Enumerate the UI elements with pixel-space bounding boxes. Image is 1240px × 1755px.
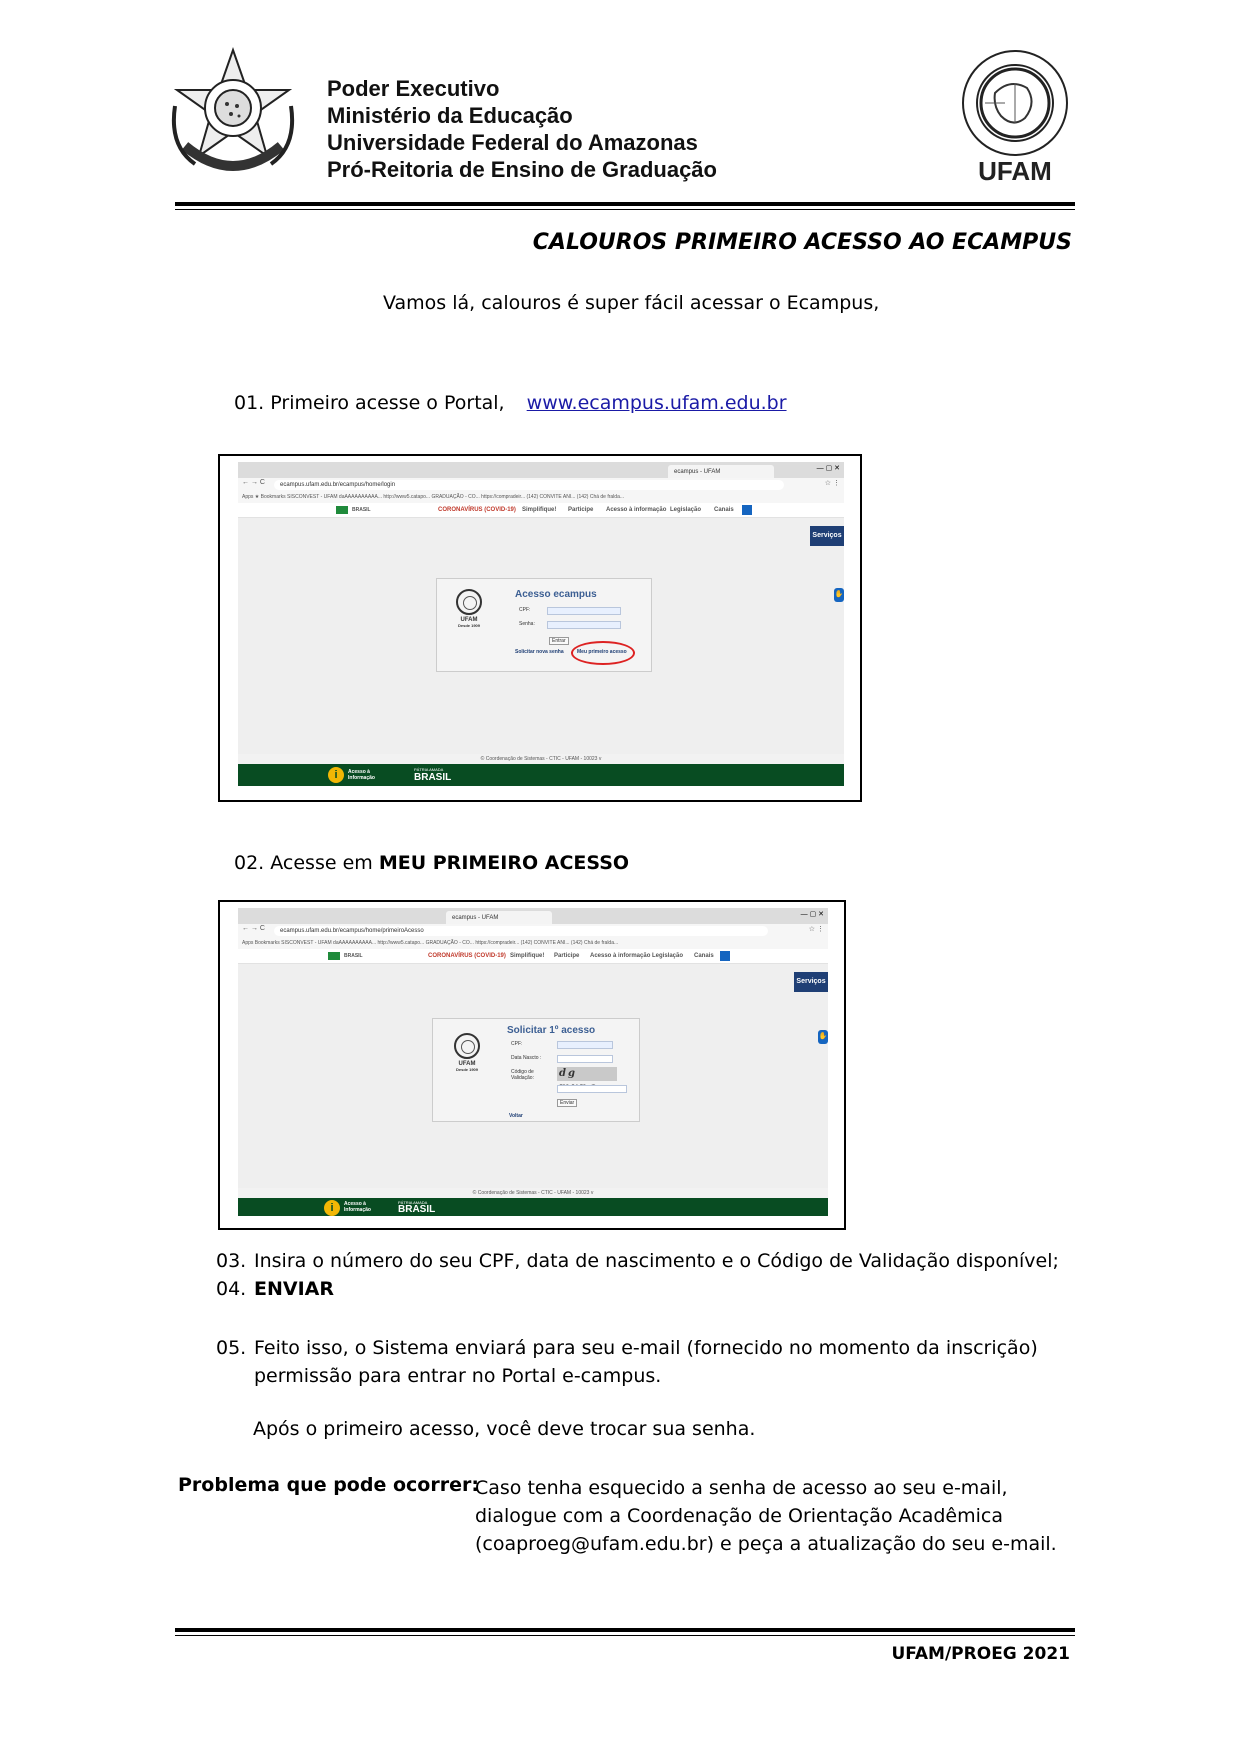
senha-label: Senha: bbox=[519, 621, 535, 627]
step-4-text: ENVIAR bbox=[254, 1278, 334, 1300]
header-institution-block bbox=[327, 75, 717, 183]
step-1 bbox=[234, 392, 787, 414]
bookmarks-bar[interactable]: Apps ★ Bookmarks SISCONVEST - UFAM daAAAAAAAAAA... http://www5.catapo... GRADUAÇÃO - CO... https://compradeir... (142) CONVITE ANI... (142) Chá de fralda... bbox=[238, 492, 844, 503]
brasil-text: BRASIL bbox=[414, 772, 452, 783]
url-field-2[interactable]: ecampus.ufam.edu.br/ecampus/home/primeiroAcesso bbox=[274, 926, 768, 936]
info-icon-2[interactable]: i bbox=[324, 1200, 340, 1216]
brazil-coat-of-arms bbox=[165, 46, 301, 186]
gov-acesso[interactable]: Acesso à informação bbox=[606, 507, 667, 513]
gov-brasil-2[interactable]: BRASIL bbox=[344, 953, 363, 959]
gov-covid[interactable]: CORONAVÍRUS (COVID-19) bbox=[438, 507, 516, 513]
gov-participe-2[interactable]: Participe bbox=[554, 953, 580, 959]
gov-legislacao[interactable]: Legislação bbox=[670, 507, 702, 513]
gov-simplifique[interactable]: Simplifique! bbox=[522, 507, 557, 513]
header-rule-thick bbox=[175, 202, 1075, 206]
cpf-label: CPF: bbox=[519, 607, 531, 613]
accessibility-icon-2[interactable] bbox=[720, 951, 730, 961]
footer-text: UFAM/PROEG 2021 bbox=[891, 1644, 1070, 1664]
login-card-title: Acesso ecampus bbox=[515, 589, 597, 600]
step-1-text: 01. Primeiro acesse o Portal, bbox=[234, 392, 505, 414]
patria-text: PÁTRIA AMADA bbox=[414, 767, 444, 772]
brazil-flag-icon bbox=[336, 506, 348, 514]
acesso-info-text: Acesso à Informação bbox=[348, 769, 375, 781]
intro-text: Vamos lá, calouros é super fácil acessar o Ecampus, bbox=[383, 292, 880, 314]
step-5-line-1: Feito isso, o Sistema enviará para seu e-mail (fornecido no momento da inscrição) bbox=[254, 1337, 1038, 1359]
url-field[interactable]: ecampus.ufam.edu.br/ecampus/home/login bbox=[274, 480, 784, 490]
screenshot-login bbox=[218, 454, 862, 802]
cpf-label-2: CPF: bbox=[511, 1041, 523, 1047]
step-2 bbox=[234, 852, 629, 874]
login-footer: © Coordenação de Sistemas - CTIC - UFAM - 10023 v bbox=[238, 754, 844, 764]
browser-tab[interactable]: ecampus - UFAM bbox=[668, 465, 774, 479]
patria-text-2: PÁTRIA AMADA bbox=[398, 1200, 428, 1205]
step-4 bbox=[216, 1278, 334, 1300]
after-note: Após o primeiro acesso, você deve trocar sua senha. bbox=[253, 1418, 756, 1440]
nasc-label: Data Nascto : bbox=[511, 1055, 542, 1061]
servicos-button[interactable]: Serviços bbox=[810, 526, 844, 546]
cpf-input-2[interactable] bbox=[557, 1041, 613, 1049]
footer-rule-thick bbox=[175, 1628, 1075, 1632]
side-help-icon[interactable]: ✋ bbox=[834, 588, 844, 602]
login-desde-text: Desde 1909 bbox=[457, 623, 480, 628]
gov-brasil[interactable]: BRASIL bbox=[352, 507, 371, 513]
header-line-3: Universidade Federal do Amazonas bbox=[327, 130, 698, 155]
portal-link[interactable]: www.ecampus.ufam.edu.br bbox=[526, 392, 787, 414]
problem-line-1: Caso tenha esquecido a senha de acesso ao seu e-mail, bbox=[475, 1477, 1008, 1499]
primeiro-green-bar bbox=[238, 1198, 828, 1216]
info-icon[interactable]: i bbox=[328, 767, 344, 783]
brasil-text-2: BRASIL bbox=[398, 1204, 436, 1215]
side-help-icon-2[interactable]: ✋ bbox=[818, 1030, 828, 1044]
servicos-button-2[interactable]: Serviços bbox=[794, 972, 828, 992]
step-3-num: 03. bbox=[216, 1250, 247, 1272]
gov-bar bbox=[238, 503, 844, 518]
enviar-button[interactable]: Enviar bbox=[557, 1099, 577, 1107]
gov-simplifique-2[interactable]: Simplifique! bbox=[510, 953, 545, 959]
highlight-circle bbox=[571, 641, 635, 665]
step-3 bbox=[216, 1250, 1059, 1272]
brazil-flag-icon-2 bbox=[328, 952, 340, 960]
login-seal-icon bbox=[456, 589, 482, 615]
browser-tab-bar-2 bbox=[238, 908, 828, 924]
primeiro-card-title: Solicitar 1º acesso bbox=[507, 1025, 596, 1036]
primeiro-seal-icon bbox=[454, 1033, 480, 1059]
acesso-info-text-2: Acesso à Informação bbox=[344, 1201, 371, 1213]
primeiro-ufam-text: UFAM bbox=[458, 1061, 476, 1067]
problem-line-2: dialogue com a Coordenação de Orientação Acadêmica bbox=[475, 1505, 1003, 1527]
header-rule-thin bbox=[175, 209, 1075, 210]
problem-text bbox=[475, 1474, 1057, 1558]
step-5-line-2: permissão para entrar no Portal e-campus. bbox=[254, 1365, 662, 1387]
gov-participe[interactable]: Participe bbox=[568, 507, 594, 513]
screenshot-primeiro-acesso bbox=[218, 900, 846, 1230]
gov-canais-2[interactable]: Canais bbox=[694, 953, 714, 959]
gov-legislacao-2[interactable]: Legislação bbox=[652, 953, 684, 959]
accessibility-icon[interactable] bbox=[742, 505, 752, 515]
problem-label: Problema que pode ocorrer: bbox=[178, 1474, 479, 1496]
step-3-text: Insira o número do seu CPF, data de nascimento e o Código de Validação disponível; bbox=[254, 1250, 1059, 1272]
browser-tab-bar bbox=[238, 462, 844, 478]
step-5 bbox=[216, 1334, 1038, 1390]
browser-extensions-icon[interactable]: ☆ ⋮ bbox=[824, 480, 840, 487]
codigo-label: Código de Validação: bbox=[511, 1069, 534, 1081]
login-card bbox=[436, 578, 652, 672]
nova-senha-link[interactable]: Solicitar nova senha bbox=[515, 649, 564, 655]
ufam-logo-text: UFAM bbox=[978, 156, 1052, 186]
header-line-1: Poder Executivo bbox=[327, 76, 500, 101]
nav-arrows-icon[interactable]: ← → C bbox=[242, 479, 265, 486]
footer-rule-thin bbox=[175, 1635, 1075, 1636]
primeiro-desde-text: Desde 1909 bbox=[455, 1067, 478, 1072]
window-controls-icon-2[interactable]: — ▢ ✕ bbox=[800, 911, 824, 918]
primeiro-ufam-logo bbox=[445, 1033, 489, 1072]
header-line-4: Pró-Reitoria de Ensino de Graduação bbox=[327, 157, 717, 182]
cpf-input[interactable] bbox=[547, 607, 621, 615]
problem-line-3: (coaproeg@ufam.edu.br) e peça a atualização do seu e-mail. bbox=[475, 1533, 1057, 1555]
gov-bar-2 bbox=[238, 949, 828, 964]
ufam-seal-icon bbox=[955, 48, 1075, 158]
ufam-seal-logo bbox=[955, 48, 1075, 188]
primeiro-acesso-link[interactable]: Meu primeiro acesso bbox=[577, 649, 627, 655]
document-title: CALOUROS PRIMEIRO ACESSO AO ECAMPUS bbox=[532, 230, 1072, 255]
primeiro-card bbox=[432, 1018, 640, 1122]
entrar-button[interactable]: Entrar bbox=[549, 637, 569, 645]
voltar-link[interactable]: Voltar bbox=[509, 1113, 523, 1119]
login-ufam-text: UFAM bbox=[460, 617, 478, 623]
browser-tab-2[interactable]: ecampus - UFAM bbox=[446, 911, 552, 925]
gov-acesso-2[interactable]: Acesso à informação bbox=[590, 953, 651, 959]
nasc-input[interactable] bbox=[557, 1055, 613, 1063]
browser-address-bar-2 bbox=[238, 924, 828, 939]
step-4-num: 04. bbox=[216, 1278, 247, 1300]
login-green-bar bbox=[238, 764, 844, 786]
step-5-num: 05. bbox=[216, 1337, 247, 1359]
primeiro-footer: © Coordenação de Sistemas - CTIC - UFAM - 10023 v bbox=[238, 1188, 828, 1198]
header-line-2: Ministério da Educação bbox=[327, 103, 573, 128]
step-2-bold: MEU PRIMEIRO ACESSO bbox=[378, 852, 630, 874]
captcha-image: dg bbox=[557, 1067, 617, 1081]
gov-covid-2[interactable]: CORONAVÍRUS (COVID-19) bbox=[428, 953, 506, 959]
gov-canais[interactable]: Canais bbox=[714, 507, 734, 513]
bookmarks-bar-2[interactable]: Apps Bookmarks SISCONVEST - UFAM daAAAAAAAAAA... http://www5.catapo... GRADUAÇÃO - CO... https://compradeir... (142) CONVITE ANI... (142) Chá de fralda... bbox=[238, 938, 828, 949]
window-controls-icon[interactable]: — ▢ ✕ bbox=[816, 465, 840, 472]
step-2-prefix: 02. Acesse em bbox=[234, 852, 379, 874]
login-ufam-logo bbox=[447, 589, 491, 628]
browser-extensions-icon-2[interactable]: ☆ ⋮ bbox=[808, 926, 824, 933]
browser-address-bar bbox=[238, 478, 844, 493]
nav-arrows-icon-2[interactable]: ← → C bbox=[242, 925, 265, 932]
senha-input[interactable] bbox=[547, 621, 621, 629]
codigo-input[interactable] bbox=[557, 1085, 627, 1093]
